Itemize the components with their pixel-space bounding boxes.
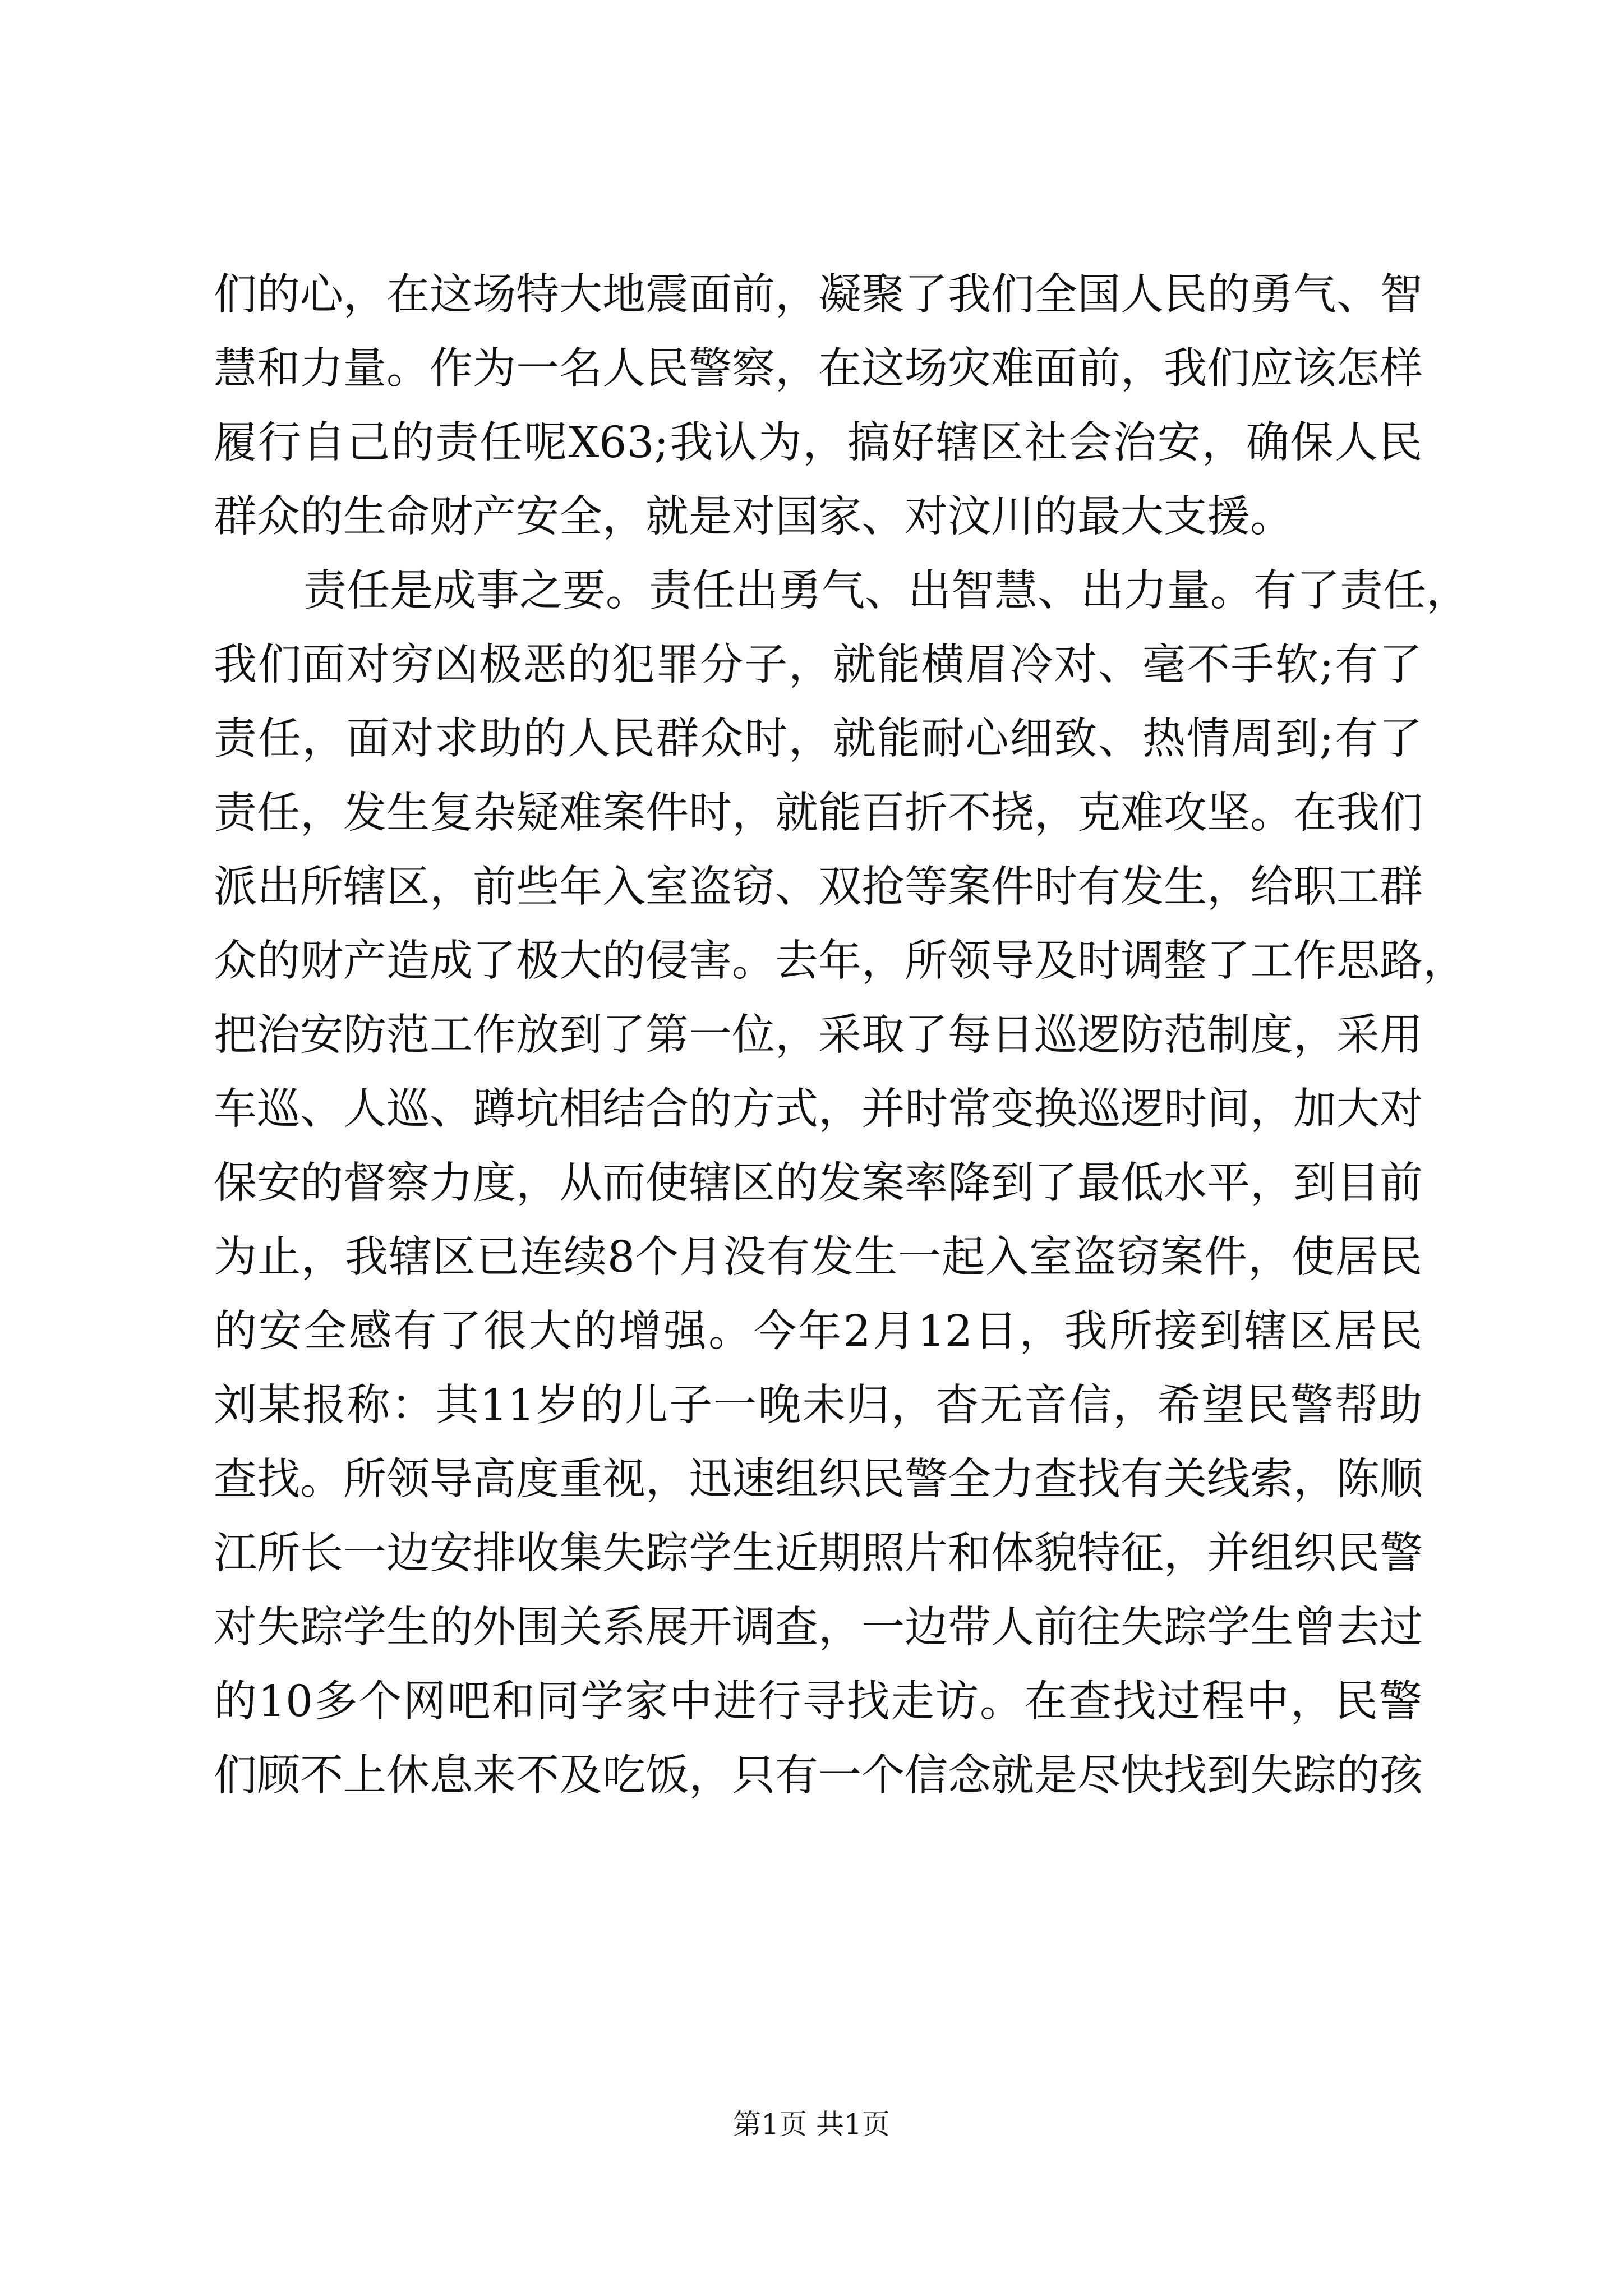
- text-line: 慧和力量。作为一名人民警察，在这场灾难面前，我们应该怎样: [214, 344, 1423, 394]
- text-line: 刘某报称：其11岁的儿子一晚未归，杳无音信，希望民警帮助: [214, 1381, 1422, 1430]
- text-line: 履行自己的责任呢X63;我认为，搞好辖区社会治安，确保人民: [214, 418, 1422, 468]
- text-line: 我们面对穷凶极恶的犯罪分子，就能横眉冷对、毫不手软;有了: [214, 640, 1422, 690]
- page-number-label: 第1页 共1页: [733, 2108, 890, 2141]
- text-line: 的安全感有了很大的增强。今年2月12日，我所接到辖区居民: [214, 1306, 1422, 1356]
- paragraph-1: [214, 258, 1422, 554]
- text-line: 保安的督察力度，从而使辖区的发案率降到了最低水平，到目前: [214, 1158, 1423, 1208]
- text-line: 为止，我辖区已连续8个月没有发生一起入室盗窃案件，使居民: [214, 1232, 1422, 1282]
- paragraph-2: [214, 554, 1469, 1813]
- text-line: 群众的生命财产安全，就是对国家、对汶川的最大支援。: [214, 492, 1293, 542]
- text-line: 们顾不上休息来不及吃饭，只有一个信念就是尽快找到失踪的孩: [214, 1751, 1423, 1801]
- text-line: 把治安防范工作放到了第一位，采取了每日巡逻防范制度，采用: [214, 1010, 1423, 1060]
- text-line: 们的心，在这场特大地震面前，凝聚了我们全国人民的勇气、智: [214, 270, 1423, 320]
- text-line: 责任，发生复杂疑难案件时，就能百折不挠，克难攻坚。在我们: [214, 788, 1423, 838]
- text-line: 责任，面对求助的人民群众时，就能耐心细致、热情周到;有了: [214, 714, 1422, 764]
- text-line: 对失踪学生的外围关系展开调查，一边带人前往失踪学生曾去过: [214, 1603, 1423, 1653]
- text-line: 查找。所领导高度重视，迅速组织民警全力查找有关线索，陈顺: [214, 1455, 1423, 1504]
- text-line: 的10多个网吧和同学家中进行寻找走访。在查找过程中，民警: [214, 1677, 1422, 1727]
- text-line: 江所长一边安排收集失踪学生近期照片和体貌特征，并组织民警: [214, 1529, 1423, 1579]
- text-line: 车巡、人巡、蹲坑相结合的方式，并时常变换巡逻时间，加大对: [214, 1084, 1423, 1134]
- text-line: 众的财产造成了极大的侵害。去年，所领导及时调整了工作思路，: [214, 936, 1466, 986]
- text-line: 派出所辖区，前些年入室盗窃、双抢等案件时有发生，给职工群: [214, 862, 1423, 912]
- page-footer: [0, 2105, 1623, 2144]
- text-line: 责任是成事之要。责任出勇气、出智慧、出力量。有了责任，: [303, 566, 1469, 616]
- document-body: [214, 258, 1469, 1813]
